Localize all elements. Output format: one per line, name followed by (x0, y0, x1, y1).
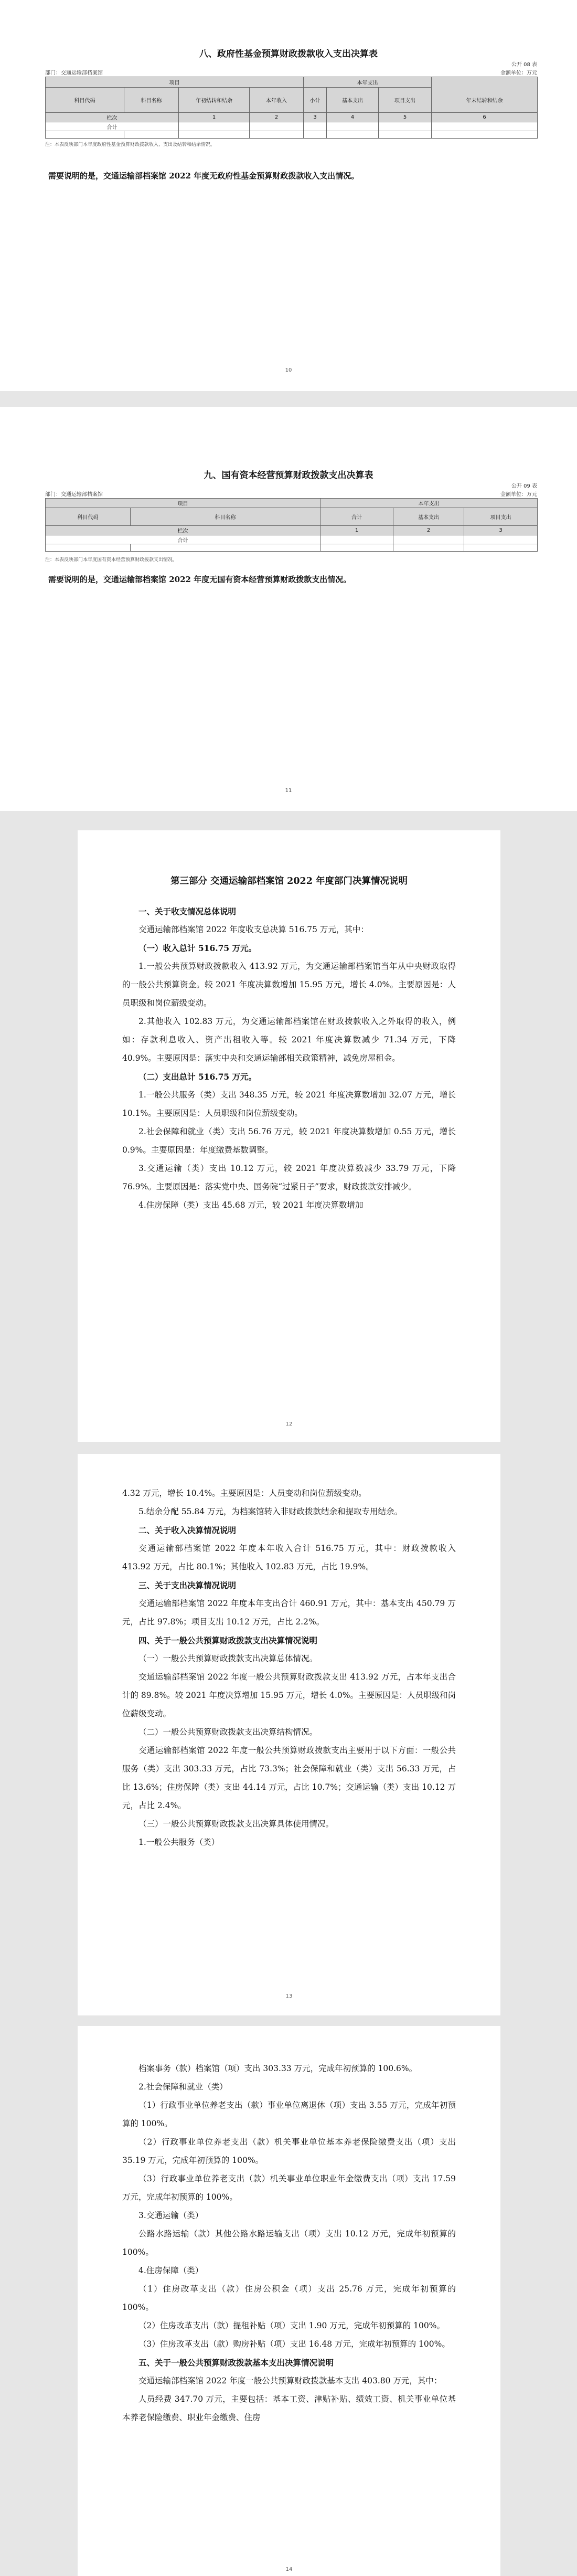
page-number: 10 (285, 367, 292, 373)
section-heading: 二、关于收入决算情况说明 (138, 1525, 237, 1535)
paragraph: 5.结余分配 55.84 万元，为档案馆转入非财政拨款结余和提取专用结余。 (138, 1507, 403, 1516)
paragraph: （2）住房改革支出（款）提租补贴（项）支出 1.90 万元，完成年初预算的 100%。 (138, 2321, 445, 2330)
paragraph: 4.32 万元，增长 10.4%。主要原因是：人员变动和岗位薪级变动。 (122, 1488, 367, 1498)
col-num-5: 5 (379, 113, 432, 122)
header-project-expense: 项目支出 (379, 88, 432, 113)
section-heading: 四、关于一般公共预算财政拨款支出决算情况说明 (138, 1635, 318, 1645)
row-column-label: 栏次 (46, 526, 320, 535)
department-label: 部门：交通运输部档案馆 (45, 70, 103, 76)
form-number: 公开 08 表 (511, 62, 537, 68)
section-heading: 一、关于收支情况总体说明 (138, 906, 237, 916)
paragraph: 1.一般公共服务（类） (138, 1838, 220, 1847)
paragraph: 人员经费 347.70 万元，主要包括：基本工资、津贴补贴、绩效工资、机关事业单位基本养老保险缴费、职业年金缴费、住房 (122, 2394, 456, 2422)
paragraph: 2.社会保障和就业（类） (138, 2082, 228, 2092)
header-basic-expense: 基本支出 (393, 508, 464, 526)
row-total-label: 合计 (46, 535, 320, 544)
paragraph: 交通运输部档案馆 2022 年度本年支出合计 460.91 万元，其中：基本支出 450.79 万元，占比 97.8%；项目支出 10.12 万元，占比 2.2%。 (122, 1599, 456, 1627)
header-blank (432, 77, 538, 88)
paragraph: 交通运输部档案馆 2022 年度一般公共预算财政拨款基本支出 403.80 万元，其中： (138, 2376, 442, 2385)
page-number: 13 (285, 1993, 293, 1999)
page-number: 12 (285, 1421, 293, 1427)
row-column-label: 栏次 (46, 113, 179, 122)
header-ending-balance: 年末结转和结余 (432, 88, 538, 113)
section-heading: 三、关于支出决算情况说明 (138, 1580, 237, 1590)
table-note: 注：本表反映部门本年度政府性基金预算财政拨款收入、支出及结转和结余情况。 (45, 142, 216, 147)
paragraph: （2）行政事业单位养老支出（款）机关事业单位基本养老保险缴费支出（项）支出 35.19 万元，完成年初预算的 100%。 (122, 2137, 456, 2165)
paragraph: 1.一般公共服务（类）支出 348.35 万元，较 2021 年度决算数增加 32.07 万元，增长 10.1%。主要原因是：人员职级和岗位薪级变动。 (122, 1090, 456, 1118)
paragraph: 公路水路运输（款）其他公路水路运输支出（项）支出 10.12 万元，完成年初预算的 100%。 (122, 2229, 456, 2257)
paragraph: 交通运输部档案馆 2022 年度本年收入合计 516.75 万元，其中：财政拨款收入 413.92 万元，占比 80.1%；其他收入 102.83 万元，占比 19.9%。 (122, 1544, 456, 1571)
paragraph: 交通运输部档案馆 2022 年度收支总决算 516.75 万元，其中： (138, 925, 369, 934)
table-title: 八、政府性基金预算财政拨款收入支出决算表 (199, 49, 378, 59)
state-capital-table-09 (45, 498, 538, 552)
fund-table-08 (45, 77, 538, 139)
table-note: 注：本表反映部门本年度国有资本经营预算财政拨款支出情况。 (45, 557, 178, 563)
subsection-heading: （二）支出总计 516.75 万元。 (138, 1072, 257, 1082)
header-name: 科目名称 (131, 508, 320, 526)
form-number: 公开 09 表 (511, 483, 537, 489)
paragraph: （1）住房改革支出（款）住房公积金（项）支出 25.76 万元，完成年初预算的 100%。 (122, 2284, 456, 2312)
unit-label: 金额单位：万元 (500, 70, 537, 76)
col-num-4: 4 (327, 113, 379, 122)
col-num-2: 2 (393, 526, 464, 535)
header-basic-expense: 基本支出 (327, 88, 379, 113)
paragraph: 3.交通运输（类） (138, 2211, 204, 2220)
paragraph: 4.住房保障（类）支出 45.68 万元，较 2021 年度决算数增加 (138, 1200, 364, 1210)
department-label: 部门：交通运输部档案馆 (45, 492, 103, 498)
paragraph: （3）行政事业单位养老支出（款）机关事业单位职业年金缴费支出（项）支出 17.59 万元，完成年初预算的 100%。 (122, 2174, 456, 2202)
page-body (122, 1484, 456, 1852)
header-subtotal: 小计 (304, 88, 327, 113)
page-body (122, 872, 456, 1215)
document-page-13 (78, 1454, 500, 2015)
document-page-12 (78, 830, 500, 1442)
header-project: 项目 (46, 499, 320, 508)
paragraph: （1）行政事业单位养老支出（款）事业单位离退休（项）支出 3.55 万元，完成年初预算的 100%。 (122, 2100, 456, 2128)
page-body (122, 2060, 456, 2427)
header-beginning-balance: 年初结转和结余 (179, 88, 250, 113)
paragraph: 档案事务（款）档案馆（项）支出 303.33 万元，完成年初预算的 100.6%。 (138, 2064, 418, 2073)
col-num-3: 3 (304, 113, 327, 122)
page-number: 14 (285, 2567, 293, 2572)
paragraph: （一）一般公共预算财政拨款支出决算总体情况。 (138, 1654, 318, 1663)
paragraph: （二）一般公共预算财政拨款支出决算结构情况。 (138, 1727, 318, 1737)
col-num-3: 3 (464, 526, 538, 535)
unit-label: 金额单位：万元 (500, 492, 537, 498)
document-page-14 (78, 2026, 500, 2576)
col-num-2: 2 (250, 113, 304, 122)
paragraph: （3）住房改革支出（款）购房补贴（项）支出 16.48 万元，完成年初预算的 100%。 (138, 2339, 450, 2349)
paragraph: 2.其他收入 102.83 万元，为交通运输部档案馆在财政拨款收入之外取得的收入，例如：存款利息收入、资产出租收入等。较 2021 年度决算数减少 71.34 万元，下降 40.9%。主要原因是：落实中央和交通运输部相关政策精神，减免房屋租金。 (122, 1017, 456, 1063)
col-num-1: 1 (320, 526, 393, 535)
statement-text: 需要说明的是，交通运输部档案馆 2022 年度无政府性基金预算财政拨款收入支出情况。 (48, 171, 359, 181)
header-code: 科目代码 (46, 88, 124, 113)
col-num-1: 1 (179, 113, 250, 122)
subsection-heading: （一）收入总计 516.75 万元。 (138, 943, 257, 953)
section-heading: 五、关于一般公共预算财政拨款基本支出决算情况说明 (138, 2358, 334, 2368)
header-code: 科目代码 (46, 508, 131, 526)
header-total: 合计 (320, 508, 393, 526)
header-project: 项目 (46, 77, 304, 88)
statement-text: 需要说明的是，交通运输部档案馆 2022 年度无国有资本经营预算财政拨款支出情况。 (48, 575, 351, 584)
header-project-expense: 项目支出 (464, 508, 538, 526)
document-page-11 (0, 407, 577, 811)
header-current-year-expense: 本年支出 (320, 499, 538, 508)
header-current-year-expense: 本年支出 (304, 77, 432, 88)
col-num-6: 6 (432, 113, 538, 122)
paragraph: 2.社会保障和就业（类）支出 56.76 万元，较 2021 年度决算数增加 0.55 万元，增长 0.9%。主要原因是：年度缴费基数调整。 (122, 1127, 456, 1155)
table-title: 九、国有资本经营预算财政拨款支出决算表 (204, 470, 373, 481)
part-three-title: 第三部分 交通运输部档案馆 2022 年度部门决算情况说明 (170, 876, 408, 886)
paragraph: 3.交通运输（类）支出 10.12 万元，较 2021 年度决算数减少 33.79 万元，下降 76.9%。主要原因是：落实党中央、国务院“过紧日子”要求，财政拨款安排减少。 (122, 1164, 456, 1191)
paragraph: 交通运输部档案馆 2022 年度一般公共预算财政拨款支出 413.92 万元，占本年支出合计的 89.8%。较 2021 年度决算增加 15.95 万元，增长 4.0%。主要原因是：人员职级和岗位薪级变动。 (122, 1672, 456, 1718)
page-number: 11 (285, 788, 292, 794)
header-name: 科目名称 (124, 88, 179, 113)
row-total-label: 合计 (46, 122, 179, 131)
paragraph: 4.住房保障（类） (138, 2266, 204, 2275)
paragraph: （三）一般公共预算财政拨款支出决算具体使用情况。 (138, 1819, 334, 1829)
document-page-10 (0, 0, 577, 391)
paragraph: 1.一般公共预算财政拨款收入 413.92 万元，为交通运输部档案馆当年从中央财政取得的一般公共预算资金。较 2021 年度决算数增加 15.95 万元，增长 4.0%。主要原因是：人员职级和岗位薪级变动。 (122, 962, 456, 1008)
paragraph: 交通运输部档案馆 2022 年度一般公共预算财政拨款支出主要用于以下方面：一般公共服务（类）支出 303.33 万元，占比 73.3%；社会保障和就业（类）支出 56.33 万元，占比 13.6%；住房保障（类）支出 44.14 万元，占比 10.7%；交通运输（类）支出 10.12 万元，占比 2.4%。 (122, 1746, 456, 1810)
header-income: 本年收入 (250, 88, 304, 113)
